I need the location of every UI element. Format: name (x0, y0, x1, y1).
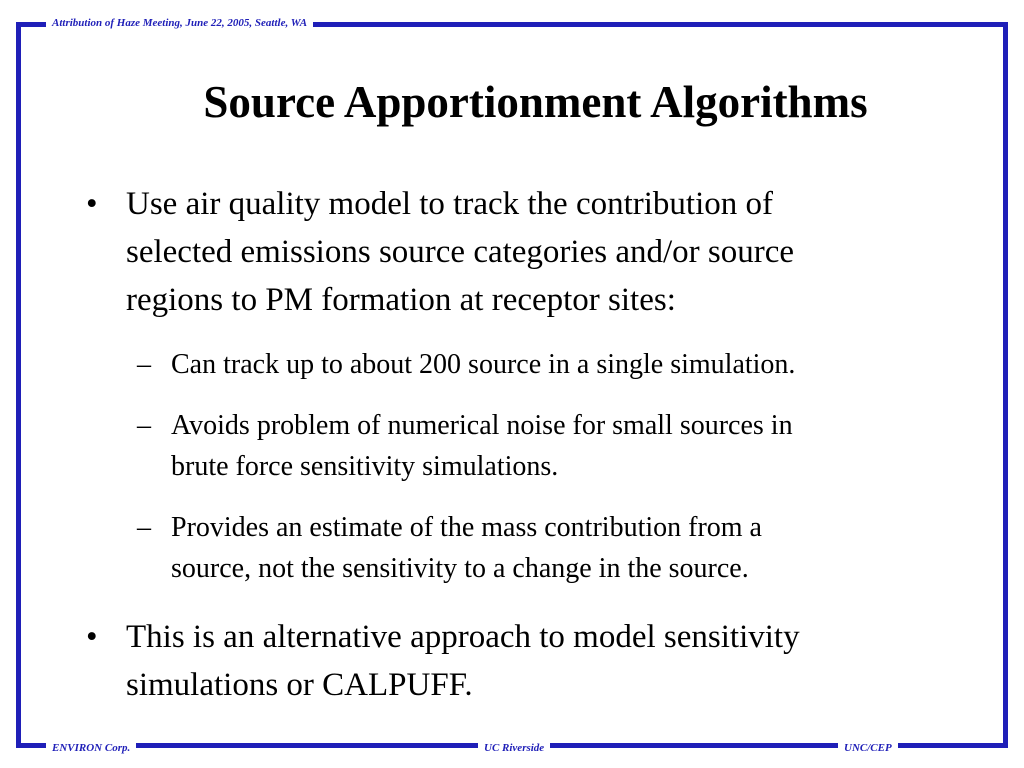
sub-bullet-item (137, 344, 796, 385)
sub-bullet-line: brute force sensitivity simulations. (171, 451, 559, 482)
bullet-item (86, 613, 800, 709)
header-meeting-label: Attribution of Haze Meeting, June 22, 2005, Seattle, WA (46, 16, 313, 30)
sub-bullet-item (137, 405, 793, 487)
dash-icon: – (137, 349, 151, 380)
slide-title: Source Apportionment Algorithms (203, 77, 868, 127)
dash-icon: – (137, 512, 151, 543)
sub-bullet-line: Provides an estimate of the mass contribution from a (171, 512, 762, 543)
sub-bullet-item (137, 507, 762, 589)
bullet-icon: • (86, 186, 98, 222)
dash-icon: – (137, 410, 151, 441)
bullet-item (86, 180, 795, 324)
footer-left-label: ENVIRON Corp. (46, 741, 136, 755)
bullet-line: regions to PM formation at receptor sites: (126, 282, 676, 318)
sub-bullet-line: source, not the sensitivity to a change in the source. (171, 553, 749, 584)
bullet-line: This is an alternative approach to model sensitivity (126, 619, 800, 655)
sub-bullet-line: Avoids problem of numerical noise for small sources in (171, 410, 793, 441)
footer-right-label: UNC/CEP (838, 741, 898, 755)
sub-bullet-line: Can track up to about 200 source in a single simulation. (171, 349, 796, 380)
bullet-line: simulations or CALPUFF. (126, 667, 473, 703)
footer-center-label: UC Riverside (478, 741, 550, 755)
bullet-line: Use air quality model to track the contribution of (126, 186, 773, 222)
bullet-line: selected emissions source categories and/or source (126, 234, 795, 270)
bullet-icon: • (86, 619, 98, 655)
